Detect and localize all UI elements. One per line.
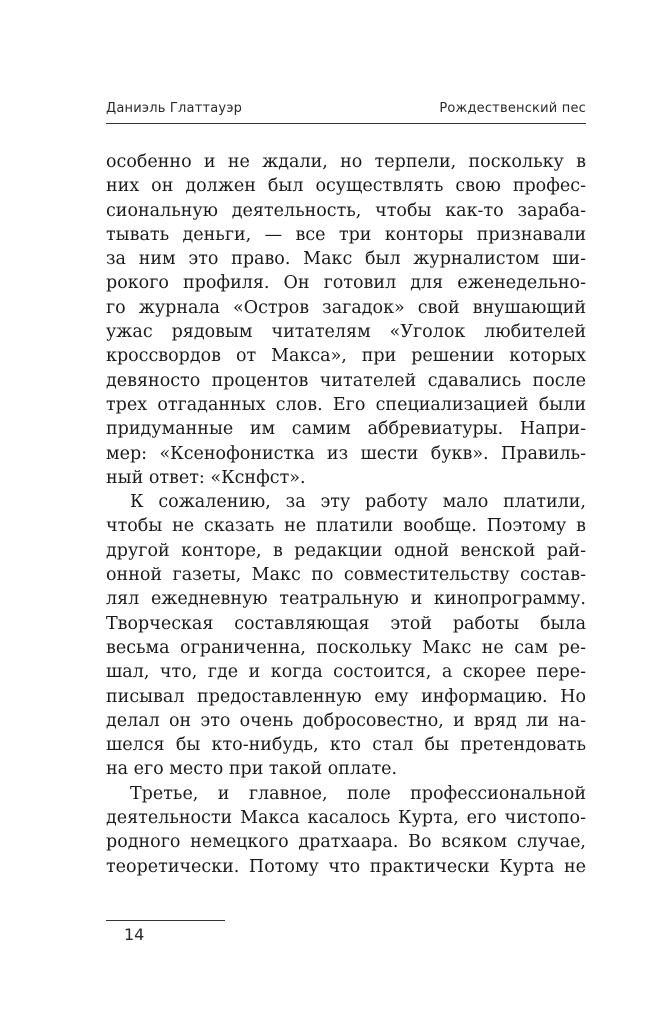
text-line: другой конторе, в редакции одной венской рай-	[106, 540, 586, 561]
text-line: теоретически. Потому что практически Курта не	[106, 856, 586, 877]
text-line: шал, что, где и когда состоится, а скорее пере-	[106, 662, 586, 683]
text-line: чтобы не сказать не платили вообще. Поэтому в	[106, 516, 586, 537]
text-line: шелся бы кто-нибудь, кто стал бы претендовать	[106, 735, 586, 756]
text-line: них он должен был осуществлять свою профес-	[106, 176, 586, 197]
text-line: писывал предоставленную ему информацию. Но	[106, 686, 586, 707]
page-number: 14	[124, 925, 145, 944]
text-line: придуманные им самим аббревиатуры. Напри-	[106, 419, 586, 440]
paragraph	[106, 150, 586, 490]
header-rule	[106, 123, 586, 124]
running-header-book-title: Рождественский пес	[439, 101, 586, 116]
footer-rule	[106, 920, 225, 921]
text-line: особенно и не ждали, но терпели, поскольку в	[106, 152, 586, 172]
text-line: мер: «Ксенофонистка из шести букв». Правиль-	[106, 443, 586, 464]
text-line: за ним это право. Макс был журналистом ши-	[106, 249, 586, 270]
text-line: на его место при такой оплате.	[106, 759, 398, 780]
paragraph	[106, 490, 586, 782]
text-line: весьма ограниченна, поскольку Макс не сам ре-	[106, 637, 586, 658]
running-header-author: Даниэль Глаттауэр	[106, 101, 243, 116]
text-line: сиональную деятельность, чтобы как-то зараба-	[106, 200, 586, 221]
text-line: рокого профиля. Он готовил для еженедельно-	[106, 273, 586, 294]
text-line: лял ежедневную театральную и кинопрограмму.	[106, 589, 586, 610]
text-line: трех отгаданных слов. Его специализацией были	[106, 394, 586, 415]
text-line: Творческая составляющая этой работы была	[106, 613, 586, 634]
body-text	[106, 150, 586, 879]
text-line: Третье, и главное, поле профессиональной	[130, 783, 586, 804]
text-line: делал он это очень добросовестно, и вряд ли на-	[106, 710, 586, 731]
text-line: ужас рядовым читателям «Уголок любителей	[106, 322, 586, 343]
running-header	[106, 98, 586, 120]
text-line: родного немецкого дратхаара. Во всяком случае,	[106, 832, 586, 853]
text-line: девяносто процентов читателей сдавались после	[106, 370, 586, 391]
text-line: ный ответ: «Кснфст».	[106, 467, 306, 488]
text-line: К сожалению, за эту работу мало платили,	[130, 492, 586, 513]
text-line: го журнала «Остров загадок» свой внушающий	[106, 297, 586, 318]
text-line: деятельности Макса касалось Курта, его чистопо-	[106, 808, 586, 829]
text-line: тывать деньги, — все три конторы признавали	[106, 224, 586, 245]
paragraph	[106, 782, 586, 879]
text-line: онной газеты, Макс по совместительству состав-	[106, 565, 586, 586]
text-line: кроссвордов от Макса», при решении которых	[106, 346, 586, 367]
